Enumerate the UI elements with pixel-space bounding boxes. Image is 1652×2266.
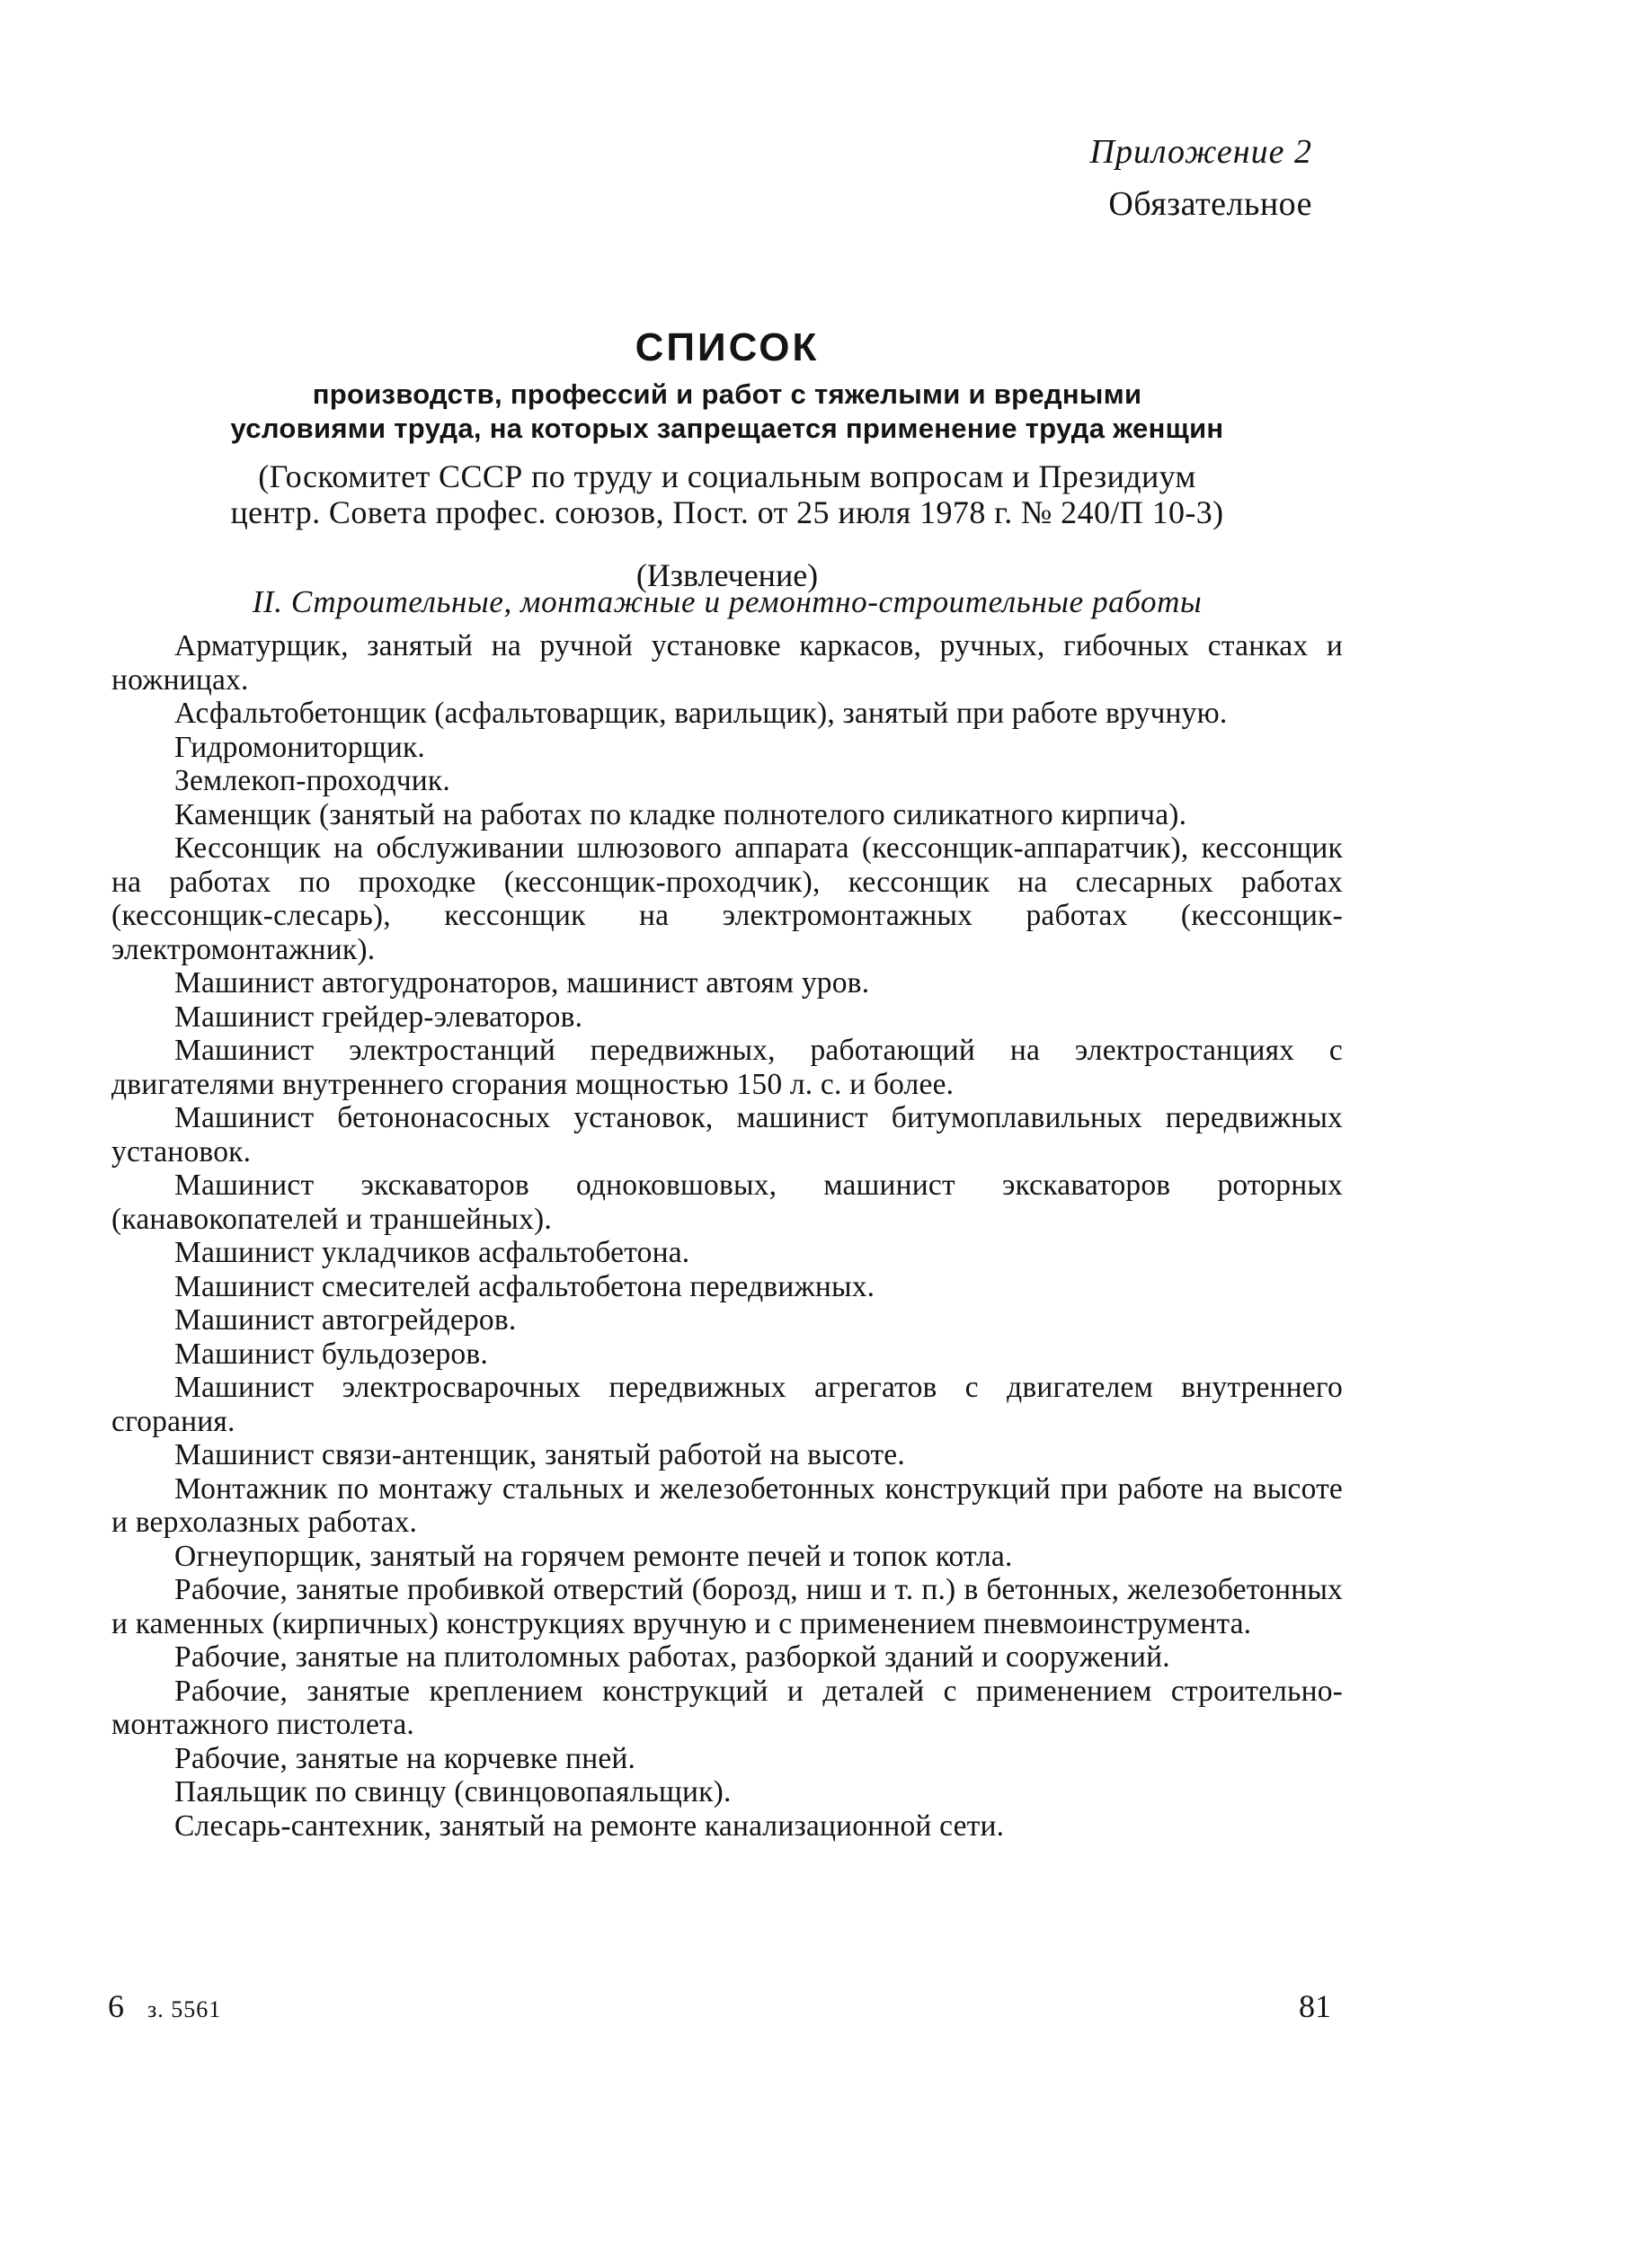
list-item: Кессонщик на обслуживании шлюзового аппарата (кессонщик-аппаратчик), кессонщик на работах по проходке (кессонщик-проходчик), кессонщик на слесарных работах (кессонщик-слесарь), кессонщик на электромонтажных работах (кессонщик-электромонтажник). <box>111 831 1343 966</box>
document-subtitle-line-1: производств, профессий и работ с тяжелыми и вредными <box>312 378 1142 410</box>
occupation-list <box>111 629 1343 1843</box>
list-item: Гидромониторщик. <box>174 730 426 764</box>
appendix-label: Приложение 2 <box>1089 133 1312 171</box>
extract-note: (Извлечение) <box>635 557 819 593</box>
order-number: з. 5561 <box>147 1996 222 2022</box>
appendix-header <box>1090 126 1312 230</box>
list-item: Машинист экскаваторов одноковшовых, машинист экскаваторов роторных (канавокопателей и траншейных). <box>111 1169 1343 1236</box>
list-item: Машинист бетононасосных установок, машинист битумоплавильных передвижных установок. <box>111 1101 1343 1169</box>
list-item: Слесарь-сантехник, занятый на ремонте канализационной сети. <box>174 1808 1005 1843</box>
footer-signature <box>108 1986 221 2030</box>
list-item: Машинист укладчиков асфальтобетона. <box>174 1236 690 1269</box>
list-item: Машинист грейдер-элеваторов. <box>174 1000 583 1034</box>
list-item: Машинист автогудронаторов, машинист автоям уров. <box>174 966 870 1000</box>
list-item: Рабочие, занятые пробивкой отверстий (борозд, ниш и т. п.) в бетонных, железобетонных и каменных (кирпичных) конструкциях вручную и с применением пневмоинструмента. <box>111 1573 1343 1640</box>
document-source-line-2: центр. Совета профес. союзов, Пост. от 25 июля 1978 г. № 240/П 10-3) <box>230 494 1224 530</box>
list-item: Машинист связи-антенщик, занятый работой на высоте. <box>174 1438 905 1471</box>
title-block <box>111 324 1343 593</box>
list-item: Машинист смесителей асфальтобетона передвижных. <box>174 1269 875 1303</box>
page-number: 81 <box>1299 1988 1331 2024</box>
appendix-status: Обязательное <box>1108 185 1312 223</box>
list-item: Рабочие, занятые креплением конструкций и деталей с применением строительно-монтажного пистолета. <box>111 1674 1343 1741</box>
list-item: Машинист автогрейдеров. <box>174 1303 517 1337</box>
list-item: Арматурщик, занятый на ручной установке каркасов, ручных, гибочных станках и ножницах. <box>111 629 1343 697</box>
list-item: Рабочие, занятые на корчевке пней. <box>174 1741 636 1775</box>
list-item: Асфальтобетонщик (асфальтоварщик, варильщик), занятый при работе вручную. <box>174 697 1228 730</box>
list-item: Землекоп-проходчик. <box>174 764 450 797</box>
list-item: Машинист бульдозеров. <box>174 1337 488 1371</box>
document-source-line-1: (Госкомитет СССР по труду и социальным вопросам и Президиум <box>258 458 1196 494</box>
list-item: Машинист электросварочных передвижных агрегатов с двигателем внутреннего сгорания. <box>111 1371 1343 1438</box>
document-title: СПИСОК <box>635 325 820 369</box>
list-item: Рабочие, занятые на плитоломных работах, разборкой зданий и сооружений. <box>174 1640 1170 1674</box>
signature-mark: 6 <box>108 1988 124 2024</box>
document-subtitle-line-2: условиями труда, на которых запрещается применение труда женщин <box>230 413 1224 444</box>
list-item: Огнеупорщик, занятый на горячем ремонте печей и топок котла. <box>174 1539 1013 1573</box>
section-heading: II. Строительные, монтажные и ремонтно-строительные работы <box>252 584 1203 619</box>
list-item: Монтажник по монтажу стальных и железобетонных конструкций при работе на высоте и верхолазных работах. <box>111 1471 1343 1539</box>
list-item: Машинист электростанций передвижных, работающий на электростанциях с двигателями внутреннего сгорания мощностью 150 л. с. и более. <box>111 1034 1343 1101</box>
list-item: Паяльщик по свинцу (свинцовопаяльщик). <box>174 1775 732 1808</box>
list-item: Каменщик (занятый на работах по кладке полнотелого силикатного кирпича). <box>174 797 1187 831</box>
